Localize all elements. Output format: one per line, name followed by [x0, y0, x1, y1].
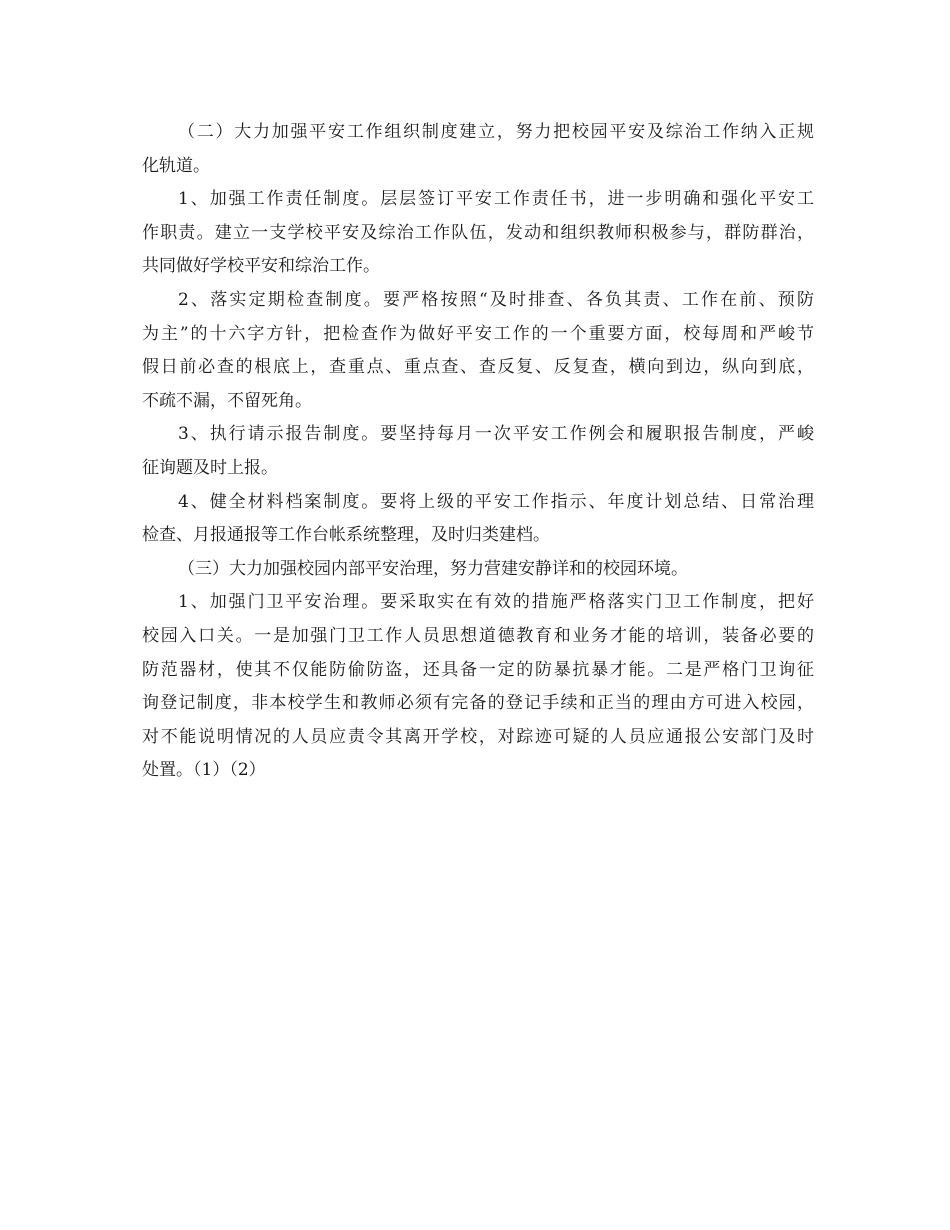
text-line: 检查、月报通报等工作台帐系统整理，及时归类建档。 [142, 525, 550, 546]
text-line: 作职责。建立一支学校平安及综治工作队伍，发动和组织教师积极参与，群防群治， [142, 222, 814, 243]
text-line: 防范器材，使其不仅能防偷防盗，还具备一定的防暴抗暴才能。二是严格门卫询征 [142, 659, 814, 680]
text-line: （三）大力加强校园内部平安治理，努力营建安静详和的校园环境。 [178, 558, 688, 579]
text-line: 3、执行请示报告制度。要坚持每月一次平安工作例会和履职报告制度，严峻 [178, 424, 814, 445]
paragraph-archive-system [142, 486, 814, 553]
text-line: 2、落实定期检查制度。要严格按照“及时排查、各负其责、工作在前、预防 [178, 289, 814, 310]
paragraph-gate-security [142, 586, 814, 788]
document-body [142, 116, 814, 788]
paragraph-responsibility-system [142, 183, 814, 284]
text-line: 校园入口关。一是加强门卫工作人员思想道德教育和业务才能的培训，装备必要的 [142, 625, 814, 646]
text-line: 1、加强门卫平安治理。要采取实在有效的措施严格落实门卫工作制度，把好 [178, 592, 814, 613]
text-line: 为主”的十六字方针，把检查作为做好平安工作的一个重要方面，校每周和严峻节 [142, 323, 814, 344]
text-line: 询登记制度，非本校学生和教师必须有完备的登记手续和正当的理由方可进入校园， [142, 693, 814, 714]
paragraph-organization-system [142, 116, 814, 183]
text-line: 对不能说明情况的人员应责令其离开学校，对踪迹可疑的人员应通报公安部门及时 [142, 726, 814, 747]
text-line: 假日前必查的根底上，查重点、重点查、查反复、反复查，横向到边，纵向到底， [142, 357, 814, 378]
text-line: 征询题及时上报。 [142, 457, 278, 478]
text-line: 处置。（1）（2） [142, 760, 266, 781]
text-line: 化轨道。 [142, 155, 210, 176]
text-line: 不疏不漏，不留死角。 [142, 390, 312, 411]
text-line: （二）大力加强平安工作组织制度建立，努力把校园平安及综治工作纳入正规 [178, 122, 814, 142]
paragraph-campus-safety-heading [142, 553, 814, 587]
paragraph-inspection-system [142, 284, 814, 418]
paragraph-reporting-system [142, 418, 814, 485]
text-line: 共同做好学校平安和综治工作。 [142, 256, 380, 277]
text-line: 1、加强工作责任制度。层层签订平安工作责任书，进一步明确和强化平安工 [178, 189, 814, 210]
text-line: 4、健全材料档案制度。要将上级的平安工作指示、年度计划总结、日常治理 [178, 491, 814, 512]
